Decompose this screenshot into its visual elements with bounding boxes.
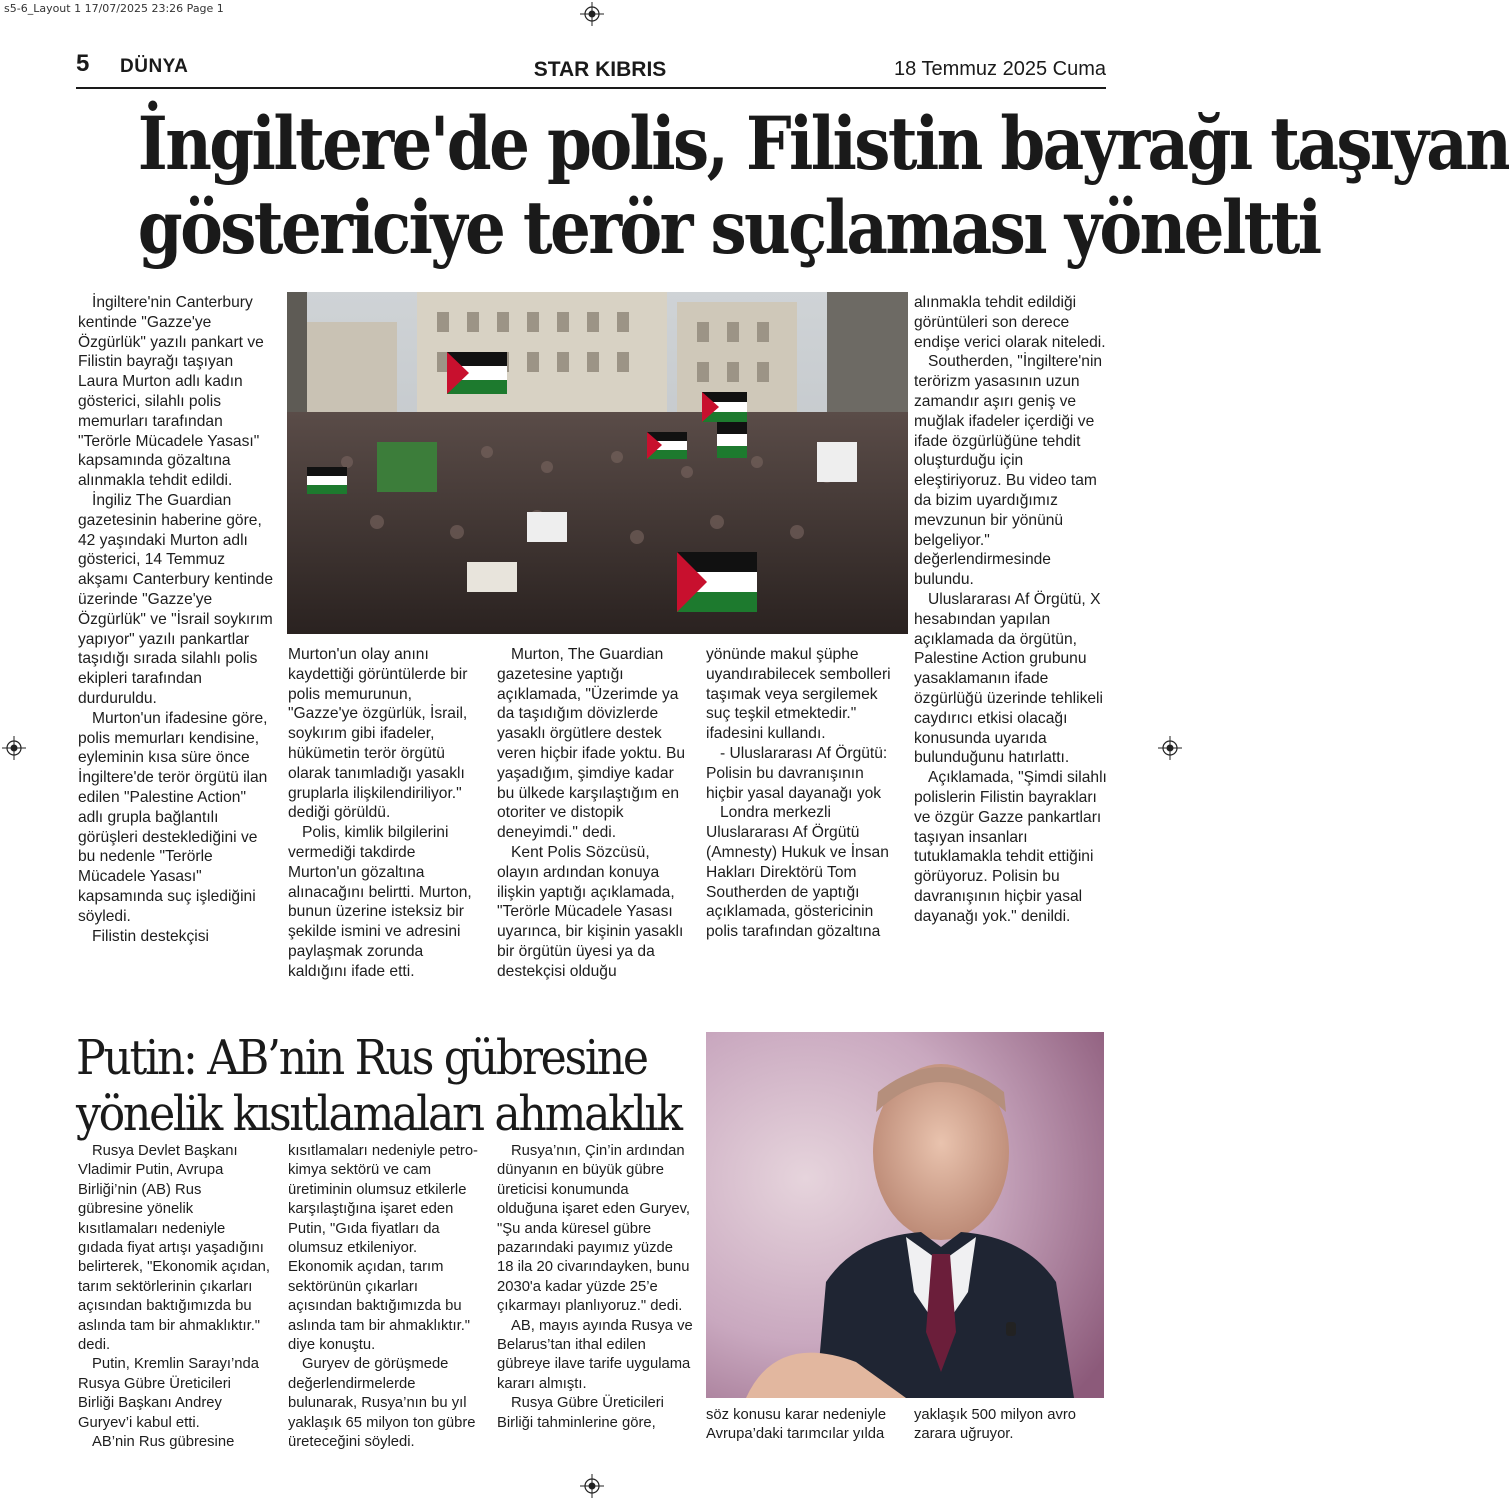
paragraph: AB, mayıs ayında Rusya ve Belarus’tan ithal edilen gübreye ilave tarife uygulama kararı almıştı.: [497, 1317, 693, 1392]
newspaper-name-text: STAR KIBRIS: [533, 58, 667, 81]
article2-headline-line2: yönelik kısıtlamaları ahmaklık: [76, 1086, 681, 1142]
paragraph: AB’nin Rus gübresine: [92, 1434, 235, 1451]
paragraph: Putin, Kremlin Sarayı’nda Rusya Gübre Üreticileri Birliği Başkanı Andrey Guryev’i kabul etti.: [78, 1356, 259, 1431]
paragraph: alınmakla tehdit edildiği görüntüleri son derece endişe verici olarak niteledi.: [914, 294, 1106, 351]
section-label: DÜNYA: [120, 56, 189, 77]
article1-column-5: [914, 293, 1108, 927]
paragraph: Polis, kimlik bilgilerini vermediği takdirde Murton'un gözaltına alınacağını belirtti. Murton, bunun üzerine isteksiz bir şekilde ismini ve adresini paylaşmak zorunda kaldığını ifade etti.: [288, 824, 472, 980]
paragraph: İngiliz The Guardian gazetesinin haberine göre, 42 yaşındaki Murton adlı gösterici, 14 Temmuz akşamı Canterbury kentinde üzerinde "Gazze'ye Özgürlük" ve "İsrail soykırım yapıyor" yazılı pankartlar taşıdığı sırada silahlı polis ekipleri tarafından durduruldu.: [78, 491, 274, 707]
article1-column-4: [706, 645, 900, 942]
article1-headline: [137, 101, 1509, 271]
article2-column-5: [914, 1406, 1104, 1445]
paragraph: Uluslararası Af Örgütü, X hesabından yapılan açıklamada da örgütün, Palestine Action grubunu yasaklamanın ifade özgürlüğü üzerinde tehlikeli caydırıcı etkisi olacağı konusunda uyarıda bulunduğunu hatırlattı.: [914, 590, 1103, 767]
paragraph: söz konusu karar nedeniyle Avrupa’daki tarımcılar yılda: [706, 1407, 887, 1443]
page-number: 5: [76, 50, 90, 77]
article2-headline: [76, 1030, 681, 1142]
subheading: - Uluslararası Af Örgütü: Polisin bu davranışının hiçbir yasal dayanağı yok: [706, 744, 888, 802]
article1-column-3: [497, 645, 693, 982]
article1-column-1: [78, 293, 274, 946]
article2-column-3: [497, 1142, 693, 1433]
article1-headline-line1: İngiltere'de polis, Filistin bayrağı taşıyan: [137, 101, 1509, 187]
article2-column-1: [78, 1142, 270, 1453]
putin-portrait-photo: [706, 1032, 1104, 1398]
paragraph: Murton, The Guardian gazetesine yaptığı açıklamada, "Üzerimde ya da taşıdığım dövizlerde yasaklı örgütlere destek veren hiçbir ifade yoktu. Bu yaşadığım, şimdiye kadar bu ülkede karşılaştığım en otoriter ve distopik deneyimdi." dedi.: [497, 646, 686, 842]
paragraph: Kent Polis Sözcüsü, olayın ardından konuya ilişkin yaptığı açıklamada, "Terörle Mücadele Yasası uyarınca, bir kişinin yasaklı bir örgütün üyesi ya da destekçisi olduğu: [497, 843, 684, 980]
registration-mark-bottom: [580, 1474, 604, 1498]
paragraph: Açıklamada, "Şimdi silahlı polislerin Filistin bayrakları ve özgür Gazze pankartları taşıyan insanları tutuklamakla tehdit ettiğini görüyoruz. Polisin bu davranışının hiçbir yasal dayanağı yok." denildi.: [914, 769, 1107, 925]
paragraph: Londra merkezli Uluslararası Af Örgütü (Amnesty) Hukuk ve İnsan Hakları Direktörü Tom Southerden de yaptığı açıklamada, göstericinin polis tarafından gözaltına: [706, 804, 889, 941]
registration-mark-left: [2, 736, 26, 760]
paragraph: yönünde makul şüphe uyandırabilecek sembolleri taşımak veya sergilemek suç teşkil etmektedir." ifadesini kullandı.: [706, 646, 891, 743]
paragraph: Rusya Devlet Başkanı Vladimir Putin, Avrupa Birliği’nin (AB) Rus gübresine yönelik kısıtlamaları nedeniyle gıdada fiyat artışı yaşadığını belirterek, "Ekonomik açıdan, tarım sektörlerinin çıkarları açısından baktığımızda bu aslında tam bir ahmaklıktır." dedi.: [78, 1143, 270, 1354]
paragraph: İngiltere'nin Canterbury kentinde "Gazze'ye Özgürlük" yazılı pankart ve Filistin bayrağı taşıyan Laura Murton adlı kadın gösterici, silahlı polis memurları tarafından "Terörle Mücadele Yasası" kapsamında gözaltına alınmakla tehdit edildi.: [78, 294, 264, 490]
paragraph: Rusya Gübre Üreticileri Birliği tahminlerine göre,: [497, 1395, 664, 1431]
article2-column-2: [288, 1142, 480, 1453]
paragraph: Filistin destekçisi: [92, 927, 209, 945]
paragraph: Murton'un olay anını kaydettiği görüntülerde bir polis memurunun, "Gazze'ye özgürlük, İsrail, soykırım gibi ifadeler, hükümetin terör örgütü olarak tanımladığı yasaklı gruplarla ilişkilendiriliyor." dediği görüldü.: [288, 646, 468, 822]
article2-column-4: [706, 1406, 902, 1445]
paragraph: Southerden, "İngiltere'nin terörizm yasasının uzun zamandır aşırı geniş ve muğlak ifadeler içerdiği ve ifade özgürlüğüne tehdit oluşturduğu için eleştiriyoruz. Bu video tam da bizim uyardığımız mevzunun bir yönünü belgeliyor." değerlendirmesinde bulundu.: [914, 353, 1103, 589]
print-slug: s5-6_Layout 1 17/07/2025 23:26 Page 1: [4, 2, 224, 15]
header-rule: [76, 87, 1106, 89]
issue-date: 18 Temmuz 2025 Cuma: [894, 58, 1106, 80]
paragraph: Murton'un ifadesine göre, polis memurları kendisine, eyleminin kısa süre önce İngiltere'de terör örgütü ilan edilen "Palestine Action" adlı grupla bağlantılı görüşleri desteklediğini ve bu nedenle "Terörle Mücadele Yasası" kapsamında suç işlediğini söyledi.: [78, 709, 268, 925]
article1-column-2: [288, 645, 482, 982]
paragraph: kısıtlamaları nedeniyle petro-kimya sektörü ve cam üretiminin olumsuz etkilerle karşılaştığına işaret eden Putin, "Gıda fiyatları da olumsuz etkileniyor. Ekonomik açıdan, tarım sektörünün çıkarları açısından baktığımızda bu aslında tam bir ahmaklıktır." diye konuştu.: [288, 1143, 478, 1354]
article2-headline-line1: Putin: AB’nin Rus gübresine: [76, 1030, 647, 1086]
protest-photo: [287, 292, 908, 634]
registration-mark-top: [580, 2, 604, 26]
paragraph: yaklaşık 500 milyon avro zarara uğruyor.: [914, 1407, 1077, 1443]
paragraph: Rusya’nın, Çin’in ardından dünyanın en büyük gübre üreticisi konumunda olduğuna işaret eden Guryev, "Şu anda küresel gübre pazarındaki payımız yüzde 18 ila 20 civarındayken, bunu 2030'a kadar yüzde 25’e çıkarmayı planlıyoruz." dedi.: [497, 1143, 691, 1315]
registration-mark-right: [1158, 736, 1182, 760]
article1-headline-line2: göstericiye terör suçlaması yöneltti: [137, 185, 1320, 271]
paragraph: Guryev de görüşmede değerlendirmelerde bulunarak, Rusya’nın bu yıl yaklaşık 65 milyon ton gübre üreteceğini söyledi.: [288, 1356, 476, 1451]
